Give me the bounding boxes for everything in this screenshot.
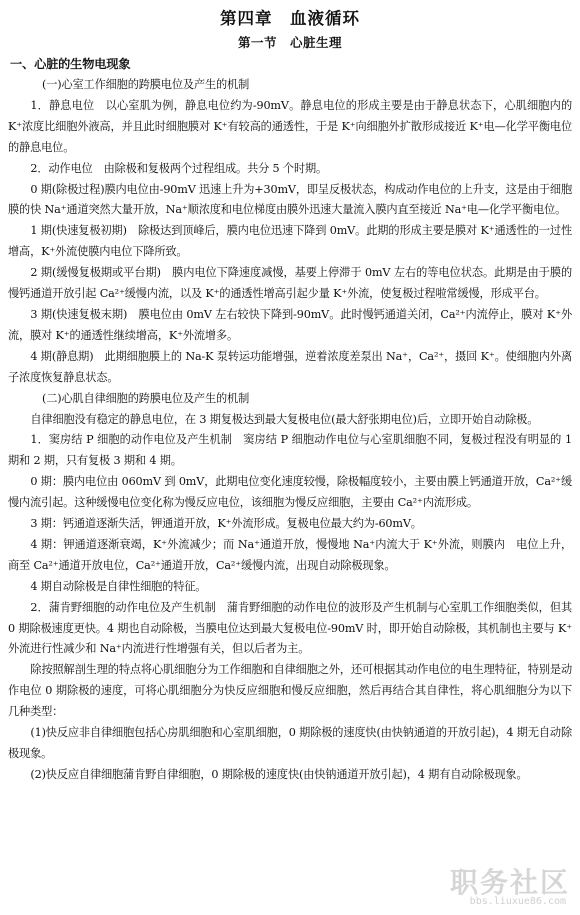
- paragraph: (2)快反应自律细胞蒲肯野自律细胞，0 期除极的速度快(由快钠通道开放引起)，4 期有自动除极现象。: [30, 767, 528, 781]
- paragraph: 0 期(除极过程)膜内电位由-90mV 迅速上升为+30mV，即呈反极状态，构成动作电位的上升支，这是由于细胞膜的快 Na⁺通道突然大量开放，Na⁺顺浓度和电位梯度由膜外迅速大量流入膜内直至接近 Na⁺电—化学平衡电位。: [8, 182, 572, 217]
- paragraph: 1 期(快速复极初期) 除极达到顶峰后，膜内电位迅速下降到 0mV。此期的形成主要是膜对 K⁺通透性的一过性增高，K⁺外流使膜内电位下降所致。: [8, 224, 572, 259]
- watermark-url: bbs.liuxue86.com: [469, 896, 566, 907]
- subheading-autorhythmic-cells: (二)心肌自律细胞的跨膜电位及产生的机制: [42, 391, 250, 405]
- paragraph: 1．窦房结 P 细胞的动作电位及产生机制 窦房结 P 细胞动作电位与心室肌细胞不同，复极过程没有明显的 1 期和 2 期，只有复极 3 期和 4 期。: [8, 433, 572, 468]
- subheading-working-cells: (一)心室工作细胞的跨膜电位及产生的机制: [42, 78, 250, 91]
- paragraph: 2．动作电位 由除极和复极两个过程组成。共分 5 个时期。: [30, 161, 328, 175]
- paragraph: 4 期：钾通道逐渐衰竭，K⁺外流减少；而 Na⁺通道开放，慢慢地 Na⁺内流大于 K⁺外流，则膜内 电位上升，商至 Ca²⁺通道开放电位，Ca²⁺通道开放，Ca²⁺缓慢内流，出现自动除极现象。: [8, 537, 572, 572]
- paragraph: 0 期：膜内电位由 060mV 到 0mV，此期电位变化速度较慢，除极幅度较小，主要由膜上钙通道开放，Ca²⁺缓慢内流引起。这种缓慢电位变化称为慢反应电位，该细胞为慢反应细胞，主要由 Ca²⁺内流形成。: [8, 475, 572, 510]
- paragraph: (1)快反应非自律细胞包括心房肌细胞和心室肌细胞，0 期除极的速度快(由快钠通道的开放引起)，4 期无自动除极现象。: [8, 726, 572, 760]
- paragraph: 4 期自动除极是自律性细胞的特征。: [30, 579, 207, 593]
- chapter-title: 第四章 血液循环: [220, 9, 360, 28]
- paragraph: 4 期(静息期) 此期细胞膜上的 Na-K 泵转运功能增强，逆着浓度差泵出 Na⁺，Ca²⁺，摄回 K⁺。使细胞内外离子浓度恢复静息状态。: [8, 349, 572, 384]
- section-title: 第一节 心脏生理: [237, 35, 342, 50]
- heading-bioelectric: 一、心脏的生物电现象: [10, 57, 131, 71]
- watermark-text: 职务社区: [449, 866, 570, 899]
- paragraph: 3 期(快速复极末期) 膜电位由 0mV 左右较快下降到-90mV。此时慢钙通道关闭，Ca²⁺内流停止，膜对 K⁺外流，膜对 K⁺的通透性继续增高，K⁺外流增多。: [8, 307, 572, 342]
- paragraph: 2 期(缓慢复极期或平台期) 膜内电位下降速度减慢，基要上停滞于 0mV 左右的等电位状态。此期是由于膜的慢钙通道开放引起 Ca²⁺缓慢内流，以及 K⁺的通透性增高引起少量 K⁺外流，使复极过程啦常缓慢，形成平台。: [8, 266, 572, 301]
- paragraph: 3 期：钙通道逐渐失活，钾通道开放，K⁺外流形成。复极电位最大约为-60mV。: [30, 517, 422, 531]
- paragraph: 2．蒲肯野细胞的动作电位及产生机制 蒲肯野细胞的动作电位的波形及产生机制与心室肌工作细胞类似，但其 0 期除极速度更快。4 期也自动除极，当膜电位达到最大复极电位-90mV 时，即开始自动除极，其机制也主要与 K⁺外流进行性减少和 Na⁺内流进行性增强有关，但以后者为主。: [8, 600, 572, 656]
- paragraph: 1．静息电位 以心室肌为例，静息电位约为-90mV。静息电位的形成主要是由于静息状态下，心肌细胞内的 K⁺浓度比细胞外液高，并且此时细胞膜对 K⁺有较高的通透性，于是 K⁺向细胞外扩散形成接近 K⁺电—化学平衡电位的静息电位。: [8, 98, 572, 154]
- paragraph: 除按照解剖生理的特点将心肌细胞分为工作细胞和自律细胞之外，还可根据其动作电位的电生理特征，特别是动作电位 0 期除极的速度，可将心肌细胞分为快反应细胞和慢反应细胞，然后再结合其自律性，将心肌细胞分为以下几种类型：: [8, 663, 572, 719]
- paragraph: 自律细胞没有稳定的静息电位，在 3 期复极达到最大复极电位(最大舒张期电位)后，立即开始自动除极。: [30, 412, 539, 426]
